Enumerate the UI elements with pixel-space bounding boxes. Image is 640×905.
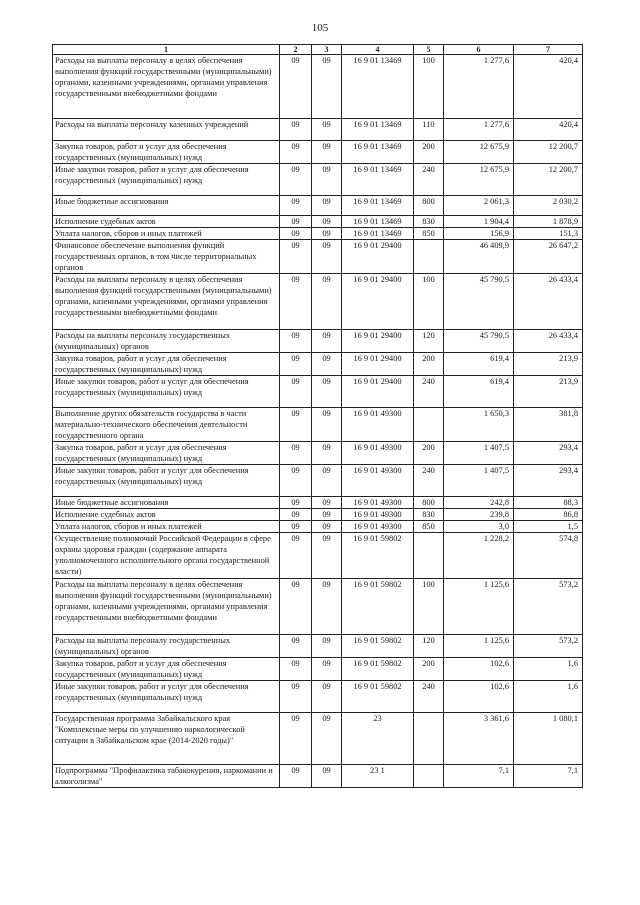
section-code-cell: 09 bbox=[280, 196, 312, 216]
section-code-cell: 09 bbox=[280, 274, 312, 330]
table-row bbox=[53, 240, 583, 274]
subsection-code-cell: 09 bbox=[312, 164, 342, 196]
row-name-cell: Расходы на выплаты персоналу государственных (муниципальных) органов bbox=[53, 635, 280, 658]
target-article-cell: 16 9 01 13469 bbox=[342, 216, 414, 228]
target-article-cell: 16 9 01 29400 bbox=[342, 353, 414, 376]
row-name-cell: Расходы на выплаты персоналу в целях обеспечения выполнения функций государственными (муниципальными) органами, казенными учреждениями, органами управления государственными внебюджетными фондами bbox=[53, 579, 280, 635]
amount-col7-cell: 293,4 bbox=[514, 442, 583, 465]
expense-type-cell bbox=[414, 713, 444, 765]
amount-col6-cell: 45 790,5 bbox=[444, 330, 514, 353]
section-code-cell: 09 bbox=[280, 216, 312, 228]
row-name-cell: Закупка товаров, работ и услуг для обеспечения государственных (муниципальных) нужд bbox=[53, 658, 280, 681]
target-article-cell: 16 9 01 59802 bbox=[342, 681, 414, 713]
target-article-cell: 16 9 01 29400 bbox=[342, 240, 414, 274]
amount-col7-cell: 1,6 bbox=[514, 681, 583, 713]
target-article-cell: 16 9 01 13469 bbox=[342, 141, 414, 164]
subsection-code-cell: 09 bbox=[312, 408, 342, 442]
row-name-cell: Иные закупки товаров, работ и услуг для обеспечения государственных (муниципальных) нужд bbox=[53, 164, 280, 196]
expense-type-cell: 200 bbox=[414, 658, 444, 681]
subsection-code-cell: 09 bbox=[312, 228, 342, 240]
section-code-cell: 09 bbox=[280, 658, 312, 681]
target-article-cell: 23 1 bbox=[342, 765, 414, 788]
amount-col7-cell: 1,6 bbox=[514, 658, 583, 681]
table-row bbox=[53, 497, 583, 509]
target-article-cell: 16 9 01 29400 bbox=[342, 330, 414, 353]
subsection-code-cell: 09 bbox=[312, 274, 342, 330]
table-row bbox=[53, 442, 583, 465]
amount-col7-cell: 420,4 bbox=[514, 55, 583, 119]
amount-col6-cell: 3 361,6 bbox=[444, 713, 514, 765]
table-row bbox=[53, 765, 583, 788]
expense-type-cell bbox=[414, 765, 444, 788]
target-article-cell: 16 9 01 13469 bbox=[342, 196, 414, 216]
column-header: 7 bbox=[514, 45, 583, 55]
amount-col6-cell: 1 650,3 bbox=[444, 408, 514, 442]
expense-type-cell: 800 bbox=[414, 497, 444, 509]
subsection-code-cell: 09 bbox=[312, 579, 342, 635]
page-number: 105 bbox=[311, 22, 329, 34]
subsection-code-cell: 09 bbox=[312, 330, 342, 353]
table-row bbox=[53, 119, 583, 141]
subsection-code-cell: 09 bbox=[312, 681, 342, 713]
subsection-code-cell: 09 bbox=[312, 376, 342, 408]
subsection-code-cell: 09 bbox=[312, 141, 342, 164]
expense-type-cell: 110 bbox=[414, 119, 444, 141]
table-row bbox=[53, 353, 583, 376]
target-article-cell: 16 9 01 49300 bbox=[342, 442, 414, 465]
target-article-cell: 16 9 01 29400 bbox=[342, 376, 414, 408]
table-row bbox=[53, 164, 583, 196]
row-name-cell: Иные закупки товаров, работ и услуг для обеспечения государственных (муниципальных) нужд bbox=[53, 465, 280, 497]
expense-type-cell: 200 bbox=[414, 442, 444, 465]
expense-type-cell bbox=[414, 533, 444, 579]
expense-type-cell: 800 bbox=[414, 196, 444, 216]
table-row bbox=[53, 509, 583, 521]
section-code-cell: 09 bbox=[280, 119, 312, 141]
expense-type-cell: 100 bbox=[414, 579, 444, 635]
amount-col6-cell: 2 061,3 bbox=[444, 196, 514, 216]
expense-type-cell: 240 bbox=[414, 376, 444, 408]
amount-col7-cell: 12 200,7 bbox=[514, 164, 583, 196]
table-row bbox=[53, 408, 583, 442]
amount-col7-cell: 86,8 bbox=[514, 509, 583, 521]
table-row bbox=[53, 521, 583, 533]
amount-col6-cell: 1 125,6 bbox=[444, 635, 514, 658]
row-name-cell: Иные бюджетные ассигнования bbox=[53, 196, 280, 216]
target-article-cell: 16 9 01 13469 bbox=[342, 164, 414, 196]
subsection-code-cell: 09 bbox=[312, 442, 342, 465]
subsection-code-cell: 09 bbox=[312, 635, 342, 658]
amount-col6-cell: 239,8 bbox=[444, 509, 514, 521]
table-body bbox=[53, 55, 583, 788]
amount-col7-cell: 2 030,2 bbox=[514, 196, 583, 216]
subsection-code-cell: 09 bbox=[312, 533, 342, 579]
expense-type-cell: 200 bbox=[414, 353, 444, 376]
subsection-code-cell: 09 bbox=[312, 658, 342, 681]
expense-type-cell: 830 bbox=[414, 216, 444, 228]
section-code-cell: 09 bbox=[280, 465, 312, 497]
table-row bbox=[53, 196, 583, 216]
amount-col7-cell: 1 878,9 bbox=[514, 216, 583, 228]
subsection-code-cell: 09 bbox=[312, 465, 342, 497]
amount-col6-cell: 1 904,4 bbox=[444, 216, 514, 228]
row-name-cell: Закупка товаров, работ и услуг для обеспечения государственных (муниципальных) нужд bbox=[53, 353, 280, 376]
subsection-code-cell: 09 bbox=[312, 119, 342, 141]
expense-type-cell: 120 bbox=[414, 635, 444, 658]
subsection-code-cell: 09 bbox=[312, 55, 342, 119]
table-row bbox=[53, 658, 583, 681]
section-code-cell: 09 bbox=[280, 376, 312, 408]
row-name-cell: Уплата налогов, сборов и иных платежей bbox=[53, 228, 280, 240]
section-code-cell: 09 bbox=[280, 713, 312, 765]
target-article-cell: 16 9 01 13469 bbox=[342, 55, 414, 119]
section-code-cell: 09 bbox=[280, 497, 312, 509]
target-article-cell: 16 9 01 59802 bbox=[342, 658, 414, 681]
amount-col7-cell: 420,4 bbox=[514, 119, 583, 141]
target-article-cell: 16 9 01 13469 bbox=[342, 119, 414, 141]
section-code-cell: 09 bbox=[280, 521, 312, 533]
amount-col7-cell: 7,1 bbox=[514, 765, 583, 788]
column-header: 4 bbox=[342, 45, 414, 55]
amount-col7-cell: 1,5 bbox=[514, 521, 583, 533]
section-code-cell: 09 bbox=[280, 353, 312, 376]
expense-type-cell: 850 bbox=[414, 228, 444, 240]
target-article-cell: 16 9 01 49300 bbox=[342, 465, 414, 497]
row-name-cell: Закупка товаров, работ и услуг для обеспечения государственных (муниципальных) нужд bbox=[53, 141, 280, 164]
target-article-cell: 23 bbox=[342, 713, 414, 765]
amount-col6-cell: 45 790,5 bbox=[444, 274, 514, 330]
target-article-cell: 16 9 01 49300 bbox=[342, 408, 414, 442]
amount-col6-cell: 46 409,9 bbox=[444, 240, 514, 274]
row-name-cell: Расходы на выплаты персоналу государственных (муниципальных) органов bbox=[53, 330, 280, 353]
target-article-cell: 16 9 01 49300 bbox=[342, 509, 414, 521]
section-code-cell: 09 bbox=[280, 635, 312, 658]
target-article-cell: 16 9 01 13469 bbox=[342, 228, 414, 240]
row-name-cell: Государственная программа Забайкальского края "Комплексные меры по улучшению наркологической ситуации в Забайкальском крае (2014-2020 годы)" bbox=[53, 713, 280, 765]
expense-type-cell: 100 bbox=[414, 274, 444, 330]
subsection-code-cell: 09 bbox=[312, 497, 342, 509]
column-header: 3 bbox=[312, 45, 342, 55]
amount-col6-cell: 1 125,6 bbox=[444, 579, 514, 635]
amount-col7-cell: 26 433,4 bbox=[514, 274, 583, 330]
expense-type-cell: 120 bbox=[414, 330, 444, 353]
amount-col6-cell: 156,9 bbox=[444, 228, 514, 240]
section-code-cell: 09 bbox=[280, 579, 312, 635]
subsection-code-cell: 09 bbox=[312, 196, 342, 216]
row-name-cell: Финансовое обеспечение выполнения функций государственных органов, в том числе территориальных органов bbox=[53, 240, 280, 274]
amount-col7-cell: 1 080,1 bbox=[514, 713, 583, 765]
target-article-cell: 16 9 01 59802 bbox=[342, 579, 414, 635]
column-header: 1 bbox=[53, 45, 280, 55]
section-code-cell: 09 bbox=[280, 408, 312, 442]
table-row bbox=[53, 55, 583, 119]
section-code-cell: 09 bbox=[280, 533, 312, 579]
table-row bbox=[53, 635, 583, 658]
amount-col7-cell: 26 647,2 bbox=[514, 240, 583, 274]
section-code-cell: 09 bbox=[280, 55, 312, 119]
column-header: 6 bbox=[444, 45, 514, 55]
row-name-cell: Подпрограмма "Профилактика табакокурения, наркомании и алкоголизма" bbox=[53, 765, 280, 788]
amount-col7-cell: 26 433,4 bbox=[514, 330, 583, 353]
subsection-code-cell: 09 bbox=[312, 216, 342, 228]
table-row bbox=[53, 533, 583, 579]
amount-col6-cell: 619,4 bbox=[444, 376, 514, 408]
subsection-code-cell: 09 bbox=[312, 353, 342, 376]
subsection-code-cell: 09 bbox=[312, 713, 342, 765]
amount-col6-cell: 12 675,9 bbox=[444, 164, 514, 196]
amount-col6-cell: 619,4 bbox=[444, 353, 514, 376]
amount-col6-cell: 102,6 bbox=[444, 681, 514, 713]
amount-col6-cell: 1 407,5 bbox=[444, 465, 514, 497]
table-row bbox=[53, 141, 583, 164]
amount-col6-cell: 1 407,5 bbox=[444, 442, 514, 465]
amount-col7-cell: 213,9 bbox=[514, 353, 583, 376]
row-name-cell: Исполнение судебных актов bbox=[53, 216, 280, 228]
amount-col7-cell: 12 200,7 bbox=[514, 141, 583, 164]
expense-type-cell: 850 bbox=[414, 521, 444, 533]
table-row bbox=[53, 330, 583, 353]
expense-type-cell: 830 bbox=[414, 509, 444, 521]
section-code-cell: 09 bbox=[280, 164, 312, 196]
amount-col7-cell: 573,2 bbox=[514, 579, 583, 635]
table-row bbox=[53, 465, 583, 497]
section-code-cell: 09 bbox=[280, 141, 312, 164]
section-code-cell: 09 bbox=[280, 509, 312, 521]
section-code-cell: 09 bbox=[280, 228, 312, 240]
expense-type-cell bbox=[414, 240, 444, 274]
subsection-code-cell: 09 bbox=[312, 240, 342, 274]
target-article-cell: 16 9 01 59802 bbox=[342, 533, 414, 579]
expense-type-cell: 240 bbox=[414, 681, 444, 713]
column-header: 5 bbox=[414, 45, 444, 55]
target-article-cell: 16 9 01 49300 bbox=[342, 521, 414, 533]
table-row bbox=[53, 274, 583, 330]
subsection-code-cell: 09 bbox=[312, 521, 342, 533]
budget-table bbox=[52, 44, 583, 788]
table-row bbox=[53, 579, 583, 635]
table-row bbox=[53, 376, 583, 408]
amount-col7-cell: 381,8 bbox=[514, 408, 583, 442]
row-name-cell: Иные закупки товаров, работ и услуг для обеспечения государственных (муниципальных) нужд bbox=[53, 376, 280, 408]
target-article-cell: 16 9 01 59802 bbox=[342, 635, 414, 658]
table-row bbox=[53, 713, 583, 765]
amount-col7-cell: 574,8 bbox=[514, 533, 583, 579]
section-code-cell: 09 bbox=[280, 681, 312, 713]
row-name-cell: Иные закупки товаров, работ и услуг для обеспечения государственных (муниципальных) нужд bbox=[53, 681, 280, 713]
amount-col7-cell: 88,3 bbox=[514, 497, 583, 509]
amount-col6-cell: 1 277,6 bbox=[444, 55, 514, 119]
subsection-code-cell: 09 bbox=[312, 765, 342, 788]
column-header: 2 bbox=[280, 45, 312, 55]
row-name-cell: Расходы на выплаты персоналу казенных учреждений bbox=[53, 119, 280, 141]
amount-col7-cell: 573,2 bbox=[514, 635, 583, 658]
section-code-cell: 09 bbox=[280, 442, 312, 465]
subsection-code-cell: 09 bbox=[312, 509, 342, 521]
row-name-cell: Уплата налогов, сборов и иных платежей bbox=[53, 521, 280, 533]
amount-col6-cell: 3,0 bbox=[444, 521, 514, 533]
amount-col6-cell: 102,6 bbox=[444, 658, 514, 681]
row-name-cell: Иные бюджетные ассигнования bbox=[53, 497, 280, 509]
row-name-cell: Расходы на выплаты персоналу в целях обеспечения выполнения функций государственными (муниципальными) органами, казенными учреждениями, органами управления государственными внебюджетными фондами bbox=[53, 55, 280, 119]
amount-col6-cell: 1 277,6 bbox=[444, 119, 514, 141]
amount-col7-cell: 213,9 bbox=[514, 376, 583, 408]
target-article-cell: 16 9 01 29400 bbox=[342, 274, 414, 330]
target-article-cell: 16 9 01 49300 bbox=[342, 497, 414, 509]
section-code-cell: 09 bbox=[280, 330, 312, 353]
table-row bbox=[53, 681, 583, 713]
section-code-cell: 09 bbox=[280, 240, 312, 274]
row-name-cell: Исполнение судебных актов bbox=[53, 509, 280, 521]
amount-col7-cell: 151,3 bbox=[514, 228, 583, 240]
row-name-cell: Расходы на выплаты персоналу в целях обеспечения выполнения функций государственными (муниципальными) органами, казенными учреждениями, органами управления государственными внебюджетными фондами bbox=[53, 274, 280, 330]
header-row bbox=[53, 45, 583, 55]
amount-col6-cell: 7,1 bbox=[444, 765, 514, 788]
section-code-cell: 09 bbox=[280, 765, 312, 788]
expense-type-cell: 240 bbox=[414, 164, 444, 196]
amount-col7-cell: 293,4 bbox=[514, 465, 583, 497]
expense-type-cell bbox=[414, 408, 444, 442]
row-name-cell: Осуществление полномочий Российской Федерации в сфере охраны здоровья граждан (содержание аппарата уполномоченного исполнительного органа государственной власти) bbox=[53, 533, 280, 579]
row-name-cell: Закупка товаров, работ и услуг для обеспечения государственных (муниципальных) нужд bbox=[53, 442, 280, 465]
expense-type-cell: 240 bbox=[414, 465, 444, 497]
expense-type-cell: 100 bbox=[414, 55, 444, 119]
amount-col6-cell: 242,8 bbox=[444, 497, 514, 509]
table-row bbox=[53, 228, 583, 240]
amount-col6-cell: 12 675,9 bbox=[444, 141, 514, 164]
table-row bbox=[53, 216, 583, 228]
amount-col6-cell: 1 228,2 bbox=[444, 533, 514, 579]
expense-type-cell: 200 bbox=[414, 141, 444, 164]
row-name-cell: Выполнение других обязательств государства в части материально-технического обеспечения деятельности государственного органа bbox=[53, 408, 280, 442]
